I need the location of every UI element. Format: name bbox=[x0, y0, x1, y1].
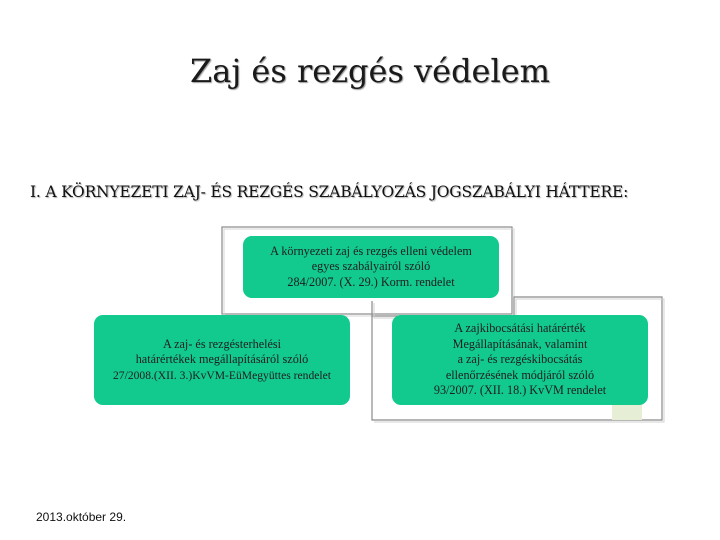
slide-date: 2013.október 29. bbox=[36, 510, 127, 524]
left-box-line-2: határértékek megállapításáról szóló bbox=[135, 352, 309, 367]
right-box-line-3: a zaj- és rezgéskibocsátás bbox=[457, 352, 583, 367]
slide-title: Zaj és rezgés védelem bbox=[190, 52, 550, 90]
top-box-line-2: egyes szabályairól szóló bbox=[311, 259, 431, 274]
left-box-line-1: A zaj- és rezgésterhelési bbox=[162, 336, 282, 351]
top-regulation-box bbox=[243, 236, 499, 298]
right-box-line-2: Megállapításának, valamint bbox=[452, 336, 588, 351]
right-box-line-4: ellenőrzésének módjáról szóló bbox=[445, 367, 595, 382]
top-box-line-3: 284/2007. (X. 29.) Korm. rendelet bbox=[287, 274, 455, 289]
right-box-line-5: 93/2007. (XII. 18.) KvVM rendelet bbox=[433, 383, 607, 398]
right-box-line-1: A zajkibocsátási határérték bbox=[454, 321, 586, 336]
slide-subtitle: I. A KÖRNYEZETI ZAJ- ÉS REZGÉS SZABÁLYOZÁS JOGSZABÁLYI HÁTTERE: bbox=[30, 183, 629, 201]
left-box-line-3: 27/2008.(XII. 3.)KvVM-EüMegyüttes rendelet bbox=[113, 368, 331, 382]
left-regulation-box bbox=[94, 315, 350, 405]
top-box-line-1: A környezeti zaj és rezgés elleni védelem bbox=[270, 243, 472, 258]
right-regulation-box bbox=[392, 315, 648, 405]
